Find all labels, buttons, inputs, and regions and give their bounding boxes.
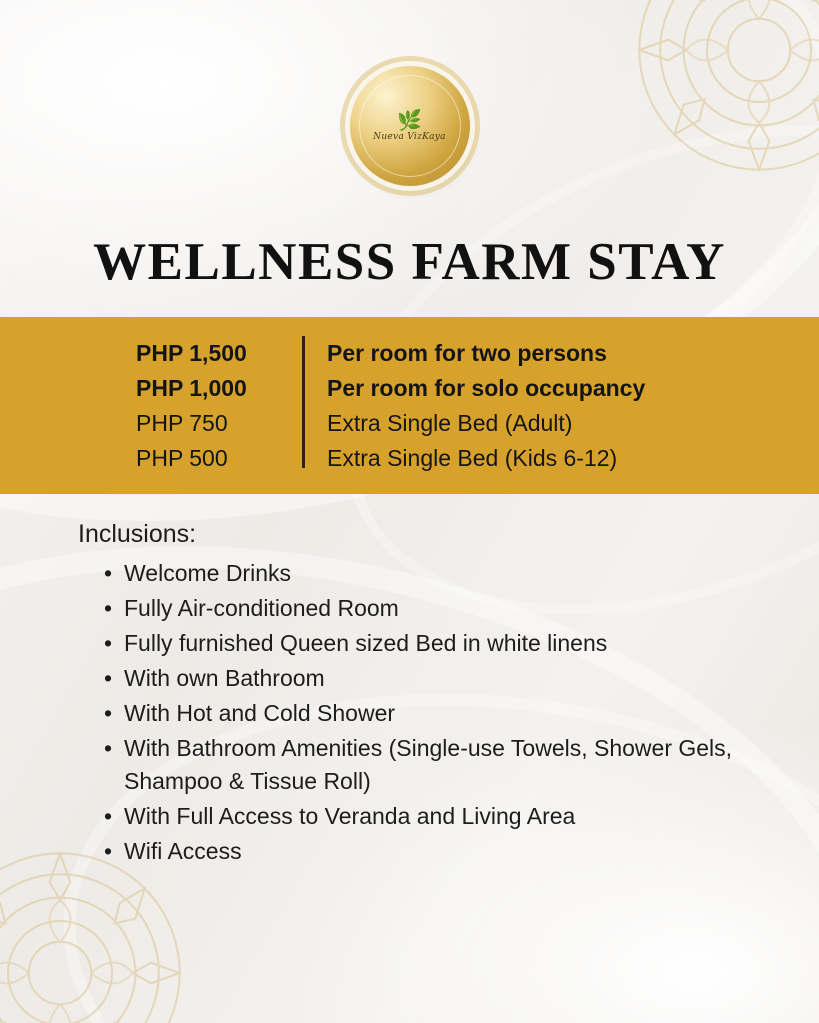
page-title: WELLNESS FARM STAY — [93, 233, 726, 291]
pricing-description: Extra Single Bed (Adult) — [327, 409, 573, 436]
list-item: • Wifi Access — [108, 835, 779, 868]
pricing-amount: PHP 500 — [136, 444, 228, 471]
list-item: • With Full Access to Veranda and Living Area — [108, 800, 779, 833]
pricing-description: Extra Single Bed (Kids 6-12) — [327, 444, 618, 471]
pricing-description: Per room for solo occupancy — [327, 374, 646, 401]
list-item: • Fully Air-conditioned Room — [108, 592, 779, 625]
pricing-description-column — [327, 336, 645, 476]
list-item: • Welcome Drinks — [108, 557, 779, 590]
pricing-description: Per room for two persons — [327, 339, 607, 366]
pricing-amount: PHP 750 — [136, 409, 228, 436]
leaf-icon: 🌿 — [397, 109, 422, 132]
pricing-band — [0, 317, 819, 494]
brand-name: Nueva VizKaya — [373, 131, 446, 142]
inclusions-section — [78, 520, 779, 870]
logo-container — [0, 66, 819, 186]
pricing-amount-column — [136, 336, 302, 476]
mandala-ornament-icon — [0, 843, 190, 1023]
list-item: • With own Bathroom — [108, 662, 779, 695]
pricing-amount: PHP 1,500 — [136, 339, 247, 366]
inclusions-list — [78, 557, 779, 868]
list-item: • Fully furnished Queen sized Bed in white linens — [108, 627, 779, 660]
list-item: • With Hot and Cold Shower — [108, 697, 779, 730]
vertical-divider — [302, 336, 305, 468]
brand-logo — [350, 66, 470, 186]
list-item: • With Bathroom Amenities (Single-use Towels, Shower Gels, Shampoo & Tissue Roll) — [108, 732, 779, 798]
inclusions-heading: Inclusions: — [78, 520, 197, 548]
pricing-table — [136, 336, 645, 476]
pricing-amount: PHP 1,000 — [136, 374, 247, 401]
